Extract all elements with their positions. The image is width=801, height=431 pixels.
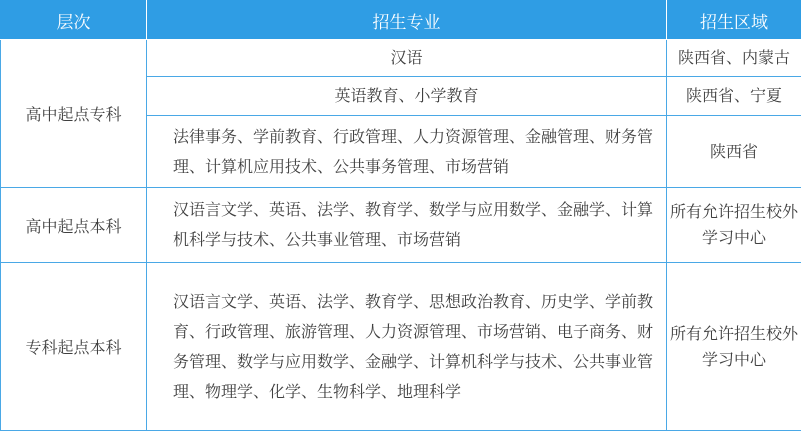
- level-cell: 专科起点本科: [1, 263, 147, 431]
- level-cell: 高中起点本科: [1, 188, 147, 263]
- majors-cell: 汉语: [147, 40, 667, 77]
- header-majors: 招生专业: [147, 1, 667, 40]
- region-cell: 陕西省、内蒙古: [667, 40, 801, 77]
- table-row: [1, 40, 801, 77]
- region-cell: 所有允许招生校外学习中心: [667, 188, 801, 263]
- level-cell: 高中起点专科: [1, 40, 147, 188]
- majors-cell: 法律事务、学前教育、行政管理、人力资源管理、金融管理、财务管理、计算机应用技术、公共事务管理、市场营销: [147, 116, 667, 188]
- header-level: 层次: [1, 1, 147, 40]
- majors-cell: 英语教育、小学教育: [147, 77, 667, 116]
- majors-cell: 汉语言文学、英语、法学、教育学、数学与应用数学、金融学、计算机科学与技术、公共事业管理、市场营销: [147, 188, 667, 263]
- table-row: [1, 263, 801, 431]
- region-cell: 陕西省、宁夏: [667, 77, 801, 116]
- region-cell: 所有允许招生校外学习中心: [667, 263, 801, 431]
- table-row: [1, 188, 801, 263]
- region-cell: 陕西省: [667, 116, 801, 188]
- majors-cell: 汉语言文学、英语、法学、教育学、思想政治教育、历史学、学前教育、行政管理、旅游管理、人力资源管理、市场营销、电子商务、财务管理、数学与应用数学、金融学、计算机科学与技术、公共事业管理、物理学、化学、生物科学、地理科学: [147, 263, 667, 431]
- header-row: [1, 1, 801, 40]
- header-region: 招生区域: [667, 1, 801, 40]
